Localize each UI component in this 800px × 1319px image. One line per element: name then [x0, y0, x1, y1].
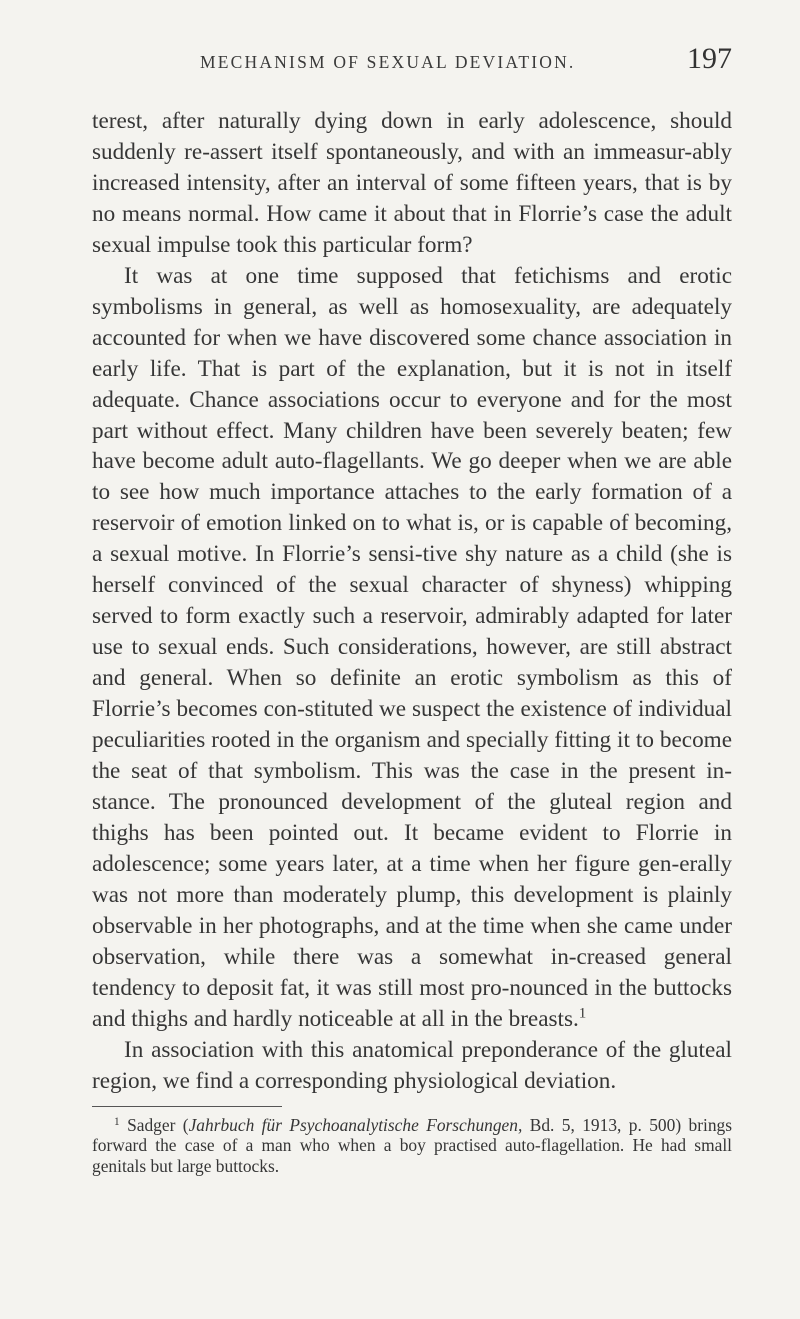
footnote-reference: 1 — [578, 1005, 587, 1022]
running-head — [92, 42, 732, 82]
footnote-journal-title: Jahrbuch für Psychoanalytische Forschungen, — [188, 1114, 523, 1135]
footnote-citation: Bd. 5, 1913, p. 500) brings forward the case of a man who when a boy practised auto-flagellation. He had small genitals but large buttocks. — [92, 1114, 732, 1177]
book-page — [92, 42, 732, 1177]
paragraph-fetichism — [92, 261, 732, 1035]
footnote-divider — [92, 1106, 282, 1107]
footnote-author: Sadger ( — [127, 1114, 189, 1135]
page-number: 197 — [687, 42, 732, 75]
footnote — [92, 1115, 732, 1178]
footnote-marker: 1 — [114, 1115, 120, 1128]
paragraph-anatomical: In association with this anatomical preponderance of the gluteal region, we find a corresponding physiological deviation. — [92, 1036, 732, 1094]
running-title: MECHANISM OF SEXUAL DEVIATION. — [200, 52, 576, 72]
paragraph-continuation: terest, after naturally dying down in early adolescence, should suddenly re-assert itself spontaneously, and with an immeasur-ably increased intensity, after an interval of some fifteen years, that is by no means normal. How came it about that in Florrie’s case the adult sexual impulse took this particular form? — [92, 108, 732, 258]
body-text — [92, 106, 732, 1097]
paragraph-fetichism-text: It was at one time supposed that fetichisms and erotic symbolisms in general, as well as homosexuality, are adequately accounted for when we have discovered some chance association in early life. That is part of the explanation, but it is not in itself adequate. Chance associations occur to everyone and for the most part without effect. Many children have been severely beaten; few have become adult auto-flagellants. We go deeper when we are able to see how much importance attaches to the early formation of a reservoir of emotion linked on to what is, or is capable of becoming, a sexual motive. In Florrie’s sensi-tive shy nature as a child (she is herself convinced of the sexual character of shyness) whipping served to form exactly such a reservoir, admirably adapted for later use to sexual ends. Such considerations, however, are still abstract and general. When so definite an erotic symbolism as this of Florrie’s becomes con-stituted we suspect the existence of individual peculiarities rooted in the organism and specially fitting it to become the seat of that symbolism. This was the case in the present in-stance. The pronounced development of the gluteal region and thighs has been pointed out. It became evident to Florrie in adolescence; some years later, at a time when her figure gen-erally was not more than moderately plump, this development is plainly observable in her photographs, and at the time when she came under observation, while there was a somewhat in-creased general tendency to deposit fat, it was still most pro-nounced in the buttocks and thighs and hardly noticeable at all in the breasts. — [92, 262, 732, 1032]
